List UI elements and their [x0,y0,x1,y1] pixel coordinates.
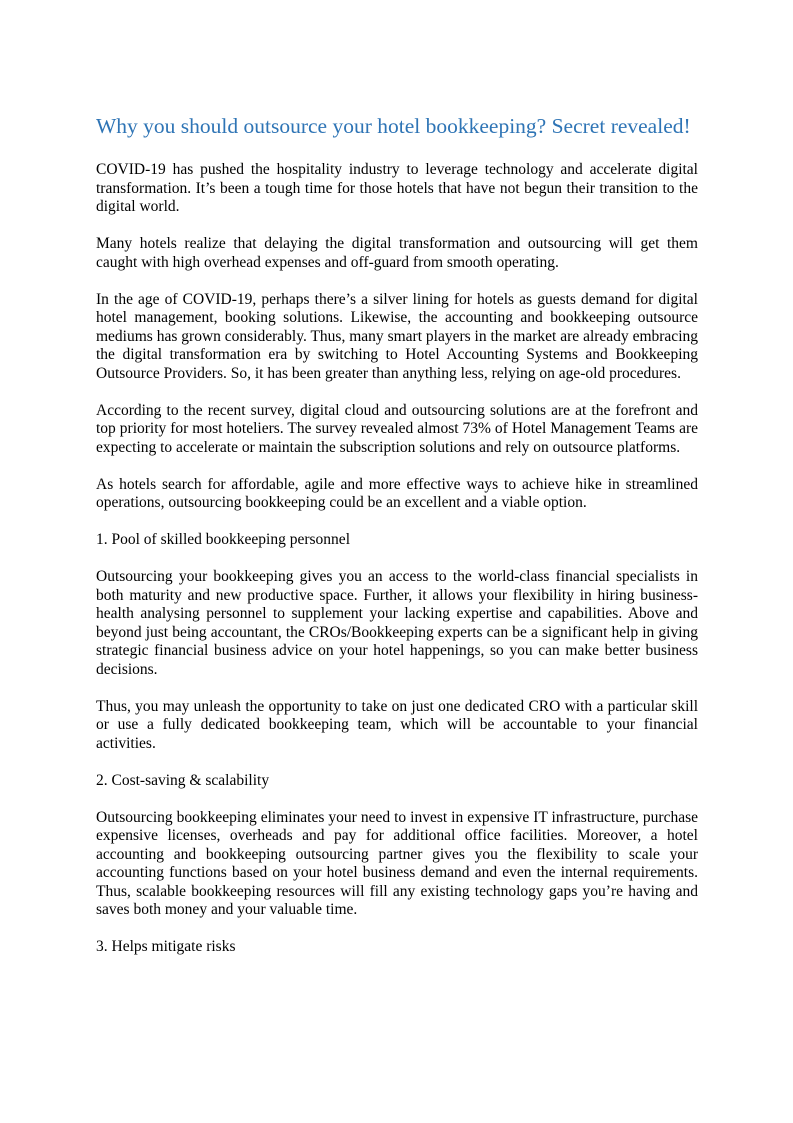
paragraph-dedicated-cro: Thus, you may unleash the opportunity to take on just one dedicated CRO with a particular skill or use a fully dedicated bookkeeping team, which will be accountable to your financial activities. [96,697,698,752]
section-heading-mitigate-risks: 3. Helps mitigate risks [96,938,236,955]
document-page [96,112,698,975]
paragraph-cost-saving: Outsourcing bookkeeping eliminates your need to invest in expensive IT infrastructure, purchase expensive licenses, overheads and pay for additional office facilities. Moreover, a hotel accounting and bookkeeping outsourcing partner gives you the flexibility to scale your accounting functions based on your hotel business demand and even the internal requirements. Thus, scalable bookkeeping resources will fill any existing technology gaps you’re having and saves both money and your valuable time. [96,808,698,918]
paragraph-delay: Many hotels realize that delaying the digital transformation and outsourcing will get them caught with high overhead expenses and off-guard from smooth operating. [96,235,698,271]
section-heading-cost-saving: 2. Cost-saving & scalability [96,771,270,789]
paragraph-intro: COVID-19 has pushed the hospitality industry to leverage technology and accelerate digital transformation. It’s been a tough time for those hotels that have not begun their transition to the digital world. [96,161,698,215]
document-title: Why you should outsource your hotel bookkeeping? Secret revealed! [96,114,691,138]
paragraph-affordable: As hotels search for affordable, agile and more effective ways to achieve hike in streamlined operations, outsourcing bookkeeping could be an excellent and a viable option. [96,475,698,511]
paragraph-covid-age: In the age of COVID-19, perhaps there’s a silver lining for hotels as guests demand for digital hotel management, booking solutions. Likewise, the accounting and bookkeeping outsource mediums has grown considerably. Thus, many smart players in the market are already embracing the digital transformation era by switching to Hotel Accounting Systems and Bookkeeping Outsource Providers. So, it has been greater than anything less, relying on age-old procedures. [96,290,698,382]
section-heading-skilled-personnel: 1. Pool of skilled bookkeeping personnel [96,531,350,548]
paragraph-survey: According to the recent survey, digital cloud and outsourcing solutions are at the forefront and top priority for most hoteliers. The survey revealed almost 73% of Hotel Management Teams are expecting to accelerate or maintain the subscription solutions and rely on outsource platforms. [96,401,698,456]
paragraph-skilled-personnel: Outsourcing your bookkeeping gives you an access to the world-class financial specialists in both maturity and new productive space. Further, it allows your flexibility in hiring business-health analysing personnel to supplement your lacking expertise and capabilities. Above and beyond just being accountant, the CROs/Bookkeeping experts can be a significant help in giving strategic financial business advice on your hotel happenings, so you can make better business decisions. [96,568,698,678]
